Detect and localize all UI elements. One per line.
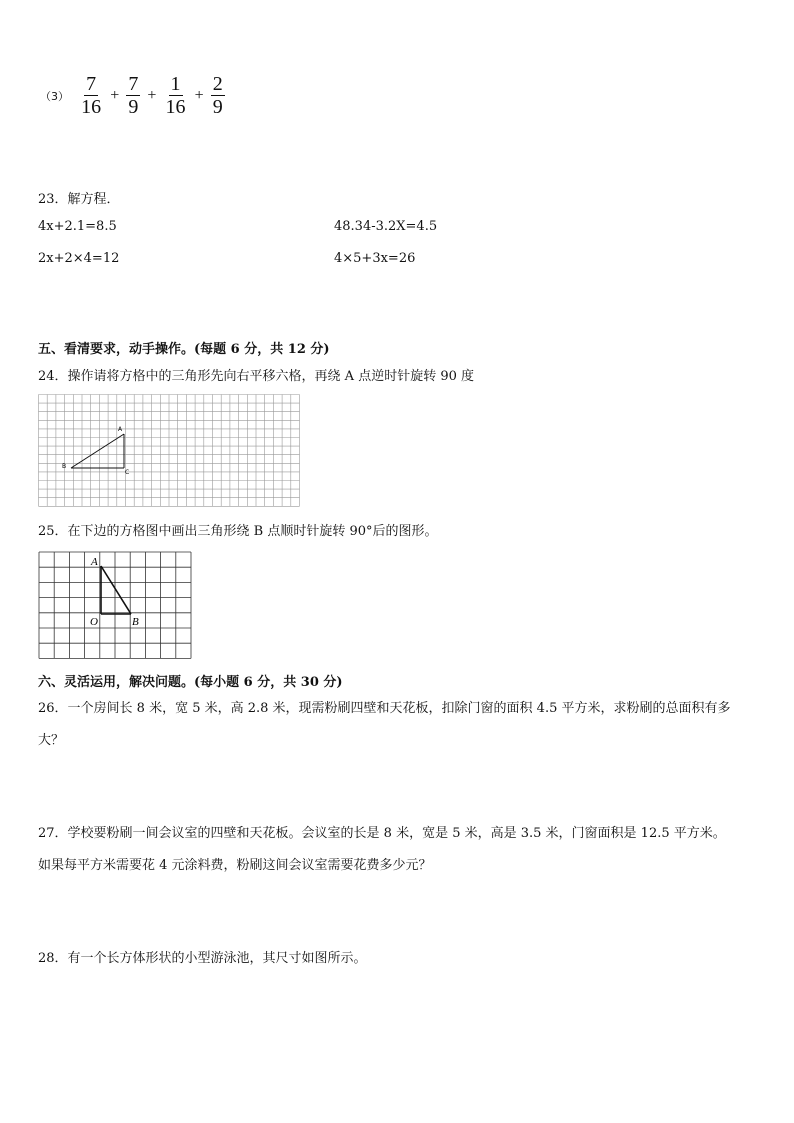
equation: 4x+2.1=8.5 — [38, 219, 117, 234]
q26-line1: 26．一个房间长 8 米，宽 5 米，高 2.8 米，现需粉刷四壁和天花板，扣除门窗的面积 4.5 平方米，求粉刷的总面积有多 — [38, 701, 731, 716]
triangle-side — [101, 566, 131, 614]
q27-line2: 如果每平方米需要花 4 元涂料费，粉刷这间会议室需要花费多少元？ — [38, 858, 432, 873]
q27-line1: 27．学校要粉刷一间会议室的四壁和天花板。会议室的长是 8 米，宽是 5 米，高是 3.5 米，门窗面积是 12.5 平方米。 — [38, 826, 726, 841]
q26-line2: 大？ — [38, 733, 65, 748]
vertex-label-a: A — [118, 426, 123, 433]
vertex-label-o: O — [90, 616, 98, 628]
fraction: $\frac{1}{16}$ — [165, 73, 186, 118]
q25-text: 25．在下边的方格图中画出三角形绕 B 点顺时针旋转 90°后的图形。 — [38, 524, 438, 539]
question-label: （3） — [40, 89, 69, 103]
q28-text: 28．有一个长方体形状的小型游泳池，其尺寸如图所示。 — [38, 951, 367, 966]
fraction: $\frac{7}{9}$ — [128, 73, 139, 118]
q24-text: 24．操作请将方格中的三角形先向右平移六格，再绕 A 点逆时针旋转 90 度 — [38, 369, 475, 384]
q23-title: 23．解方程． — [38, 192, 120, 207]
vertex-label-c: C — [125, 469, 130, 476]
plus-sign: + — [147, 86, 157, 104]
plus-sign: + — [194, 86, 204, 104]
fraction: $\frac{2}{9}$ — [212, 73, 223, 118]
equation: 48.34-3.2X=4.5 — [334, 219, 438, 234]
equation: 2x+2×4=12 — [38, 251, 120, 266]
section-heading: 六、灵活运用，解决问题。(每小题 6 分，共 30 分) — [38, 675, 343, 690]
vertex-label-a: A — [91, 556, 98, 568]
fraction-expression — [40, 74, 226, 117]
equation: 4×5+3x=26 — [334, 251, 416, 266]
q25-grid — [38, 551, 193, 659]
vertex-label-b: B — [132, 616, 139, 628]
plus-sign: + — [110, 86, 120, 104]
fraction: $\frac{7}{16}$ — [81, 73, 102, 118]
vertex-label-b: B — [62, 463, 67, 470]
section-heading: 五、看清要求，动手操作。(每题 6 分，共 12 分) — [38, 342, 330, 357]
triangle-side — [71, 434, 124, 468]
q24-grid — [38, 394, 300, 508]
